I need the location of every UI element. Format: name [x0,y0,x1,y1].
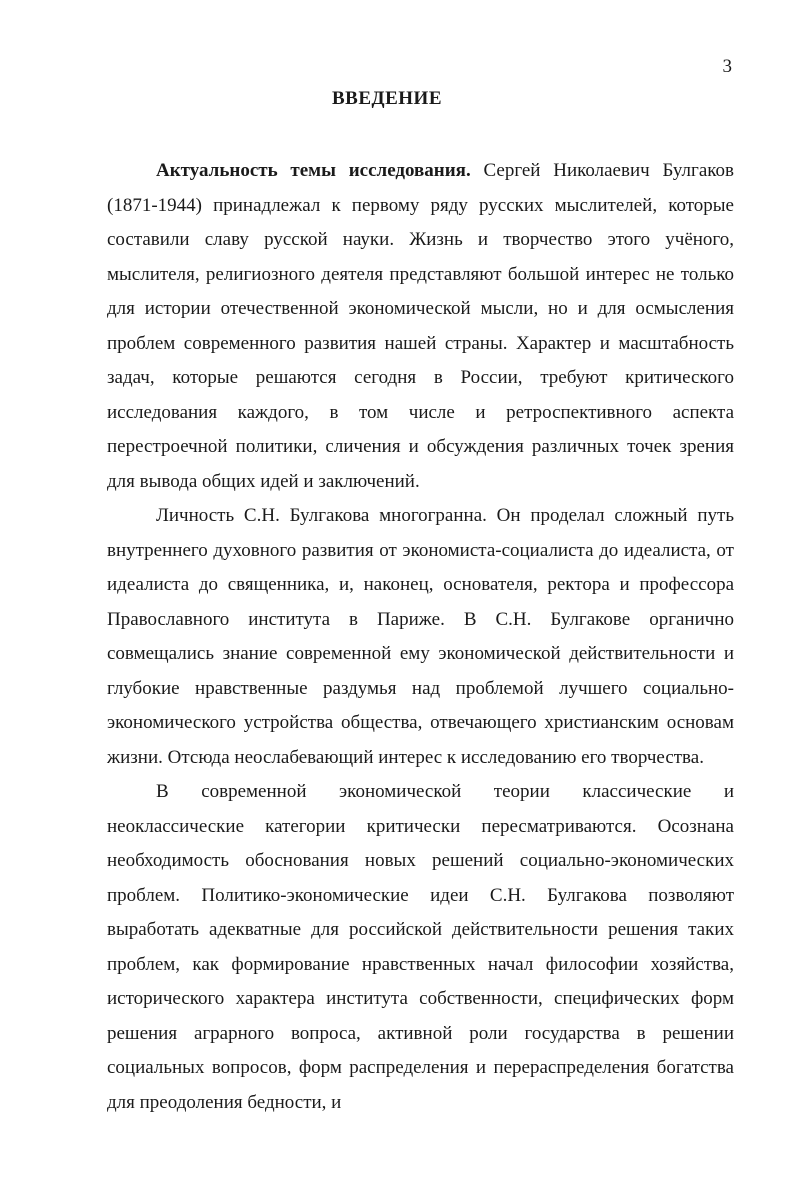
paragraph-text: Сергей Николаевич Булгаков (1871-1944) принадлежал к первому ряду русских мыслителей, которые составили славу русской науки. Жизнь и творчество этого учёного, мыслителя, религиозного деятеля представляют большой интерес не только для истории отечественной экономической мысли, но и для осмысления проблем современного развития нашей страны. Характер и масштабность задач, которые решаются сегодня в России, требуют критического исследования каждого, в том числе и ретроспективного аспекта перестроечной политики, сличения и обсуждения различных точек зрения для вывода общих идей и заключений. [107,160,734,492]
page-number: 3 [722,56,732,77]
paragraph-personality: Личность С.Н. Булгакова многогранна. Он проделал сложный путь внутреннего духовного развития от экономиста-социалиста до идеалиста, от идеалиста до священника, и, наконец, основателя, ректора и профессора Православного института в Париже. В С.Н. Булгакове органично совмещались знание современной ему экономической действительности и глубокие нравственные раздумья над проблемой лучшего социально-экономического устройства общества, отвечающего христианским основам жизни. Отсюда неослабевающий интерес к исследованию его творчества. [107,505,734,768]
paragraph-economic-theory: В современной экономической теории классические и неоклассические категории критически пересматриваются. Осознана необходимость обоснования новых решений социально-экономических проблем. Политико-экономические идеи С.Н. Булгакова позволяют выработать адекватные для российской действительности решения таких проблем, как формирование нравственных начал философии хозяйства, исторического характера института собственности, специфических форм решения аграрного вопроса, активной роли государства в решении социальных вопросов, форм распределения и перераспределения богатства для преодоления бедности, и [107,781,734,1113]
paragraph-relevance [107,154,734,499]
paragraph-lead-heading: Актуальность темы исследования. [156,160,471,181]
body-text [107,154,734,1120]
section-title: ВВЕДЕНИЕ [332,88,442,109]
